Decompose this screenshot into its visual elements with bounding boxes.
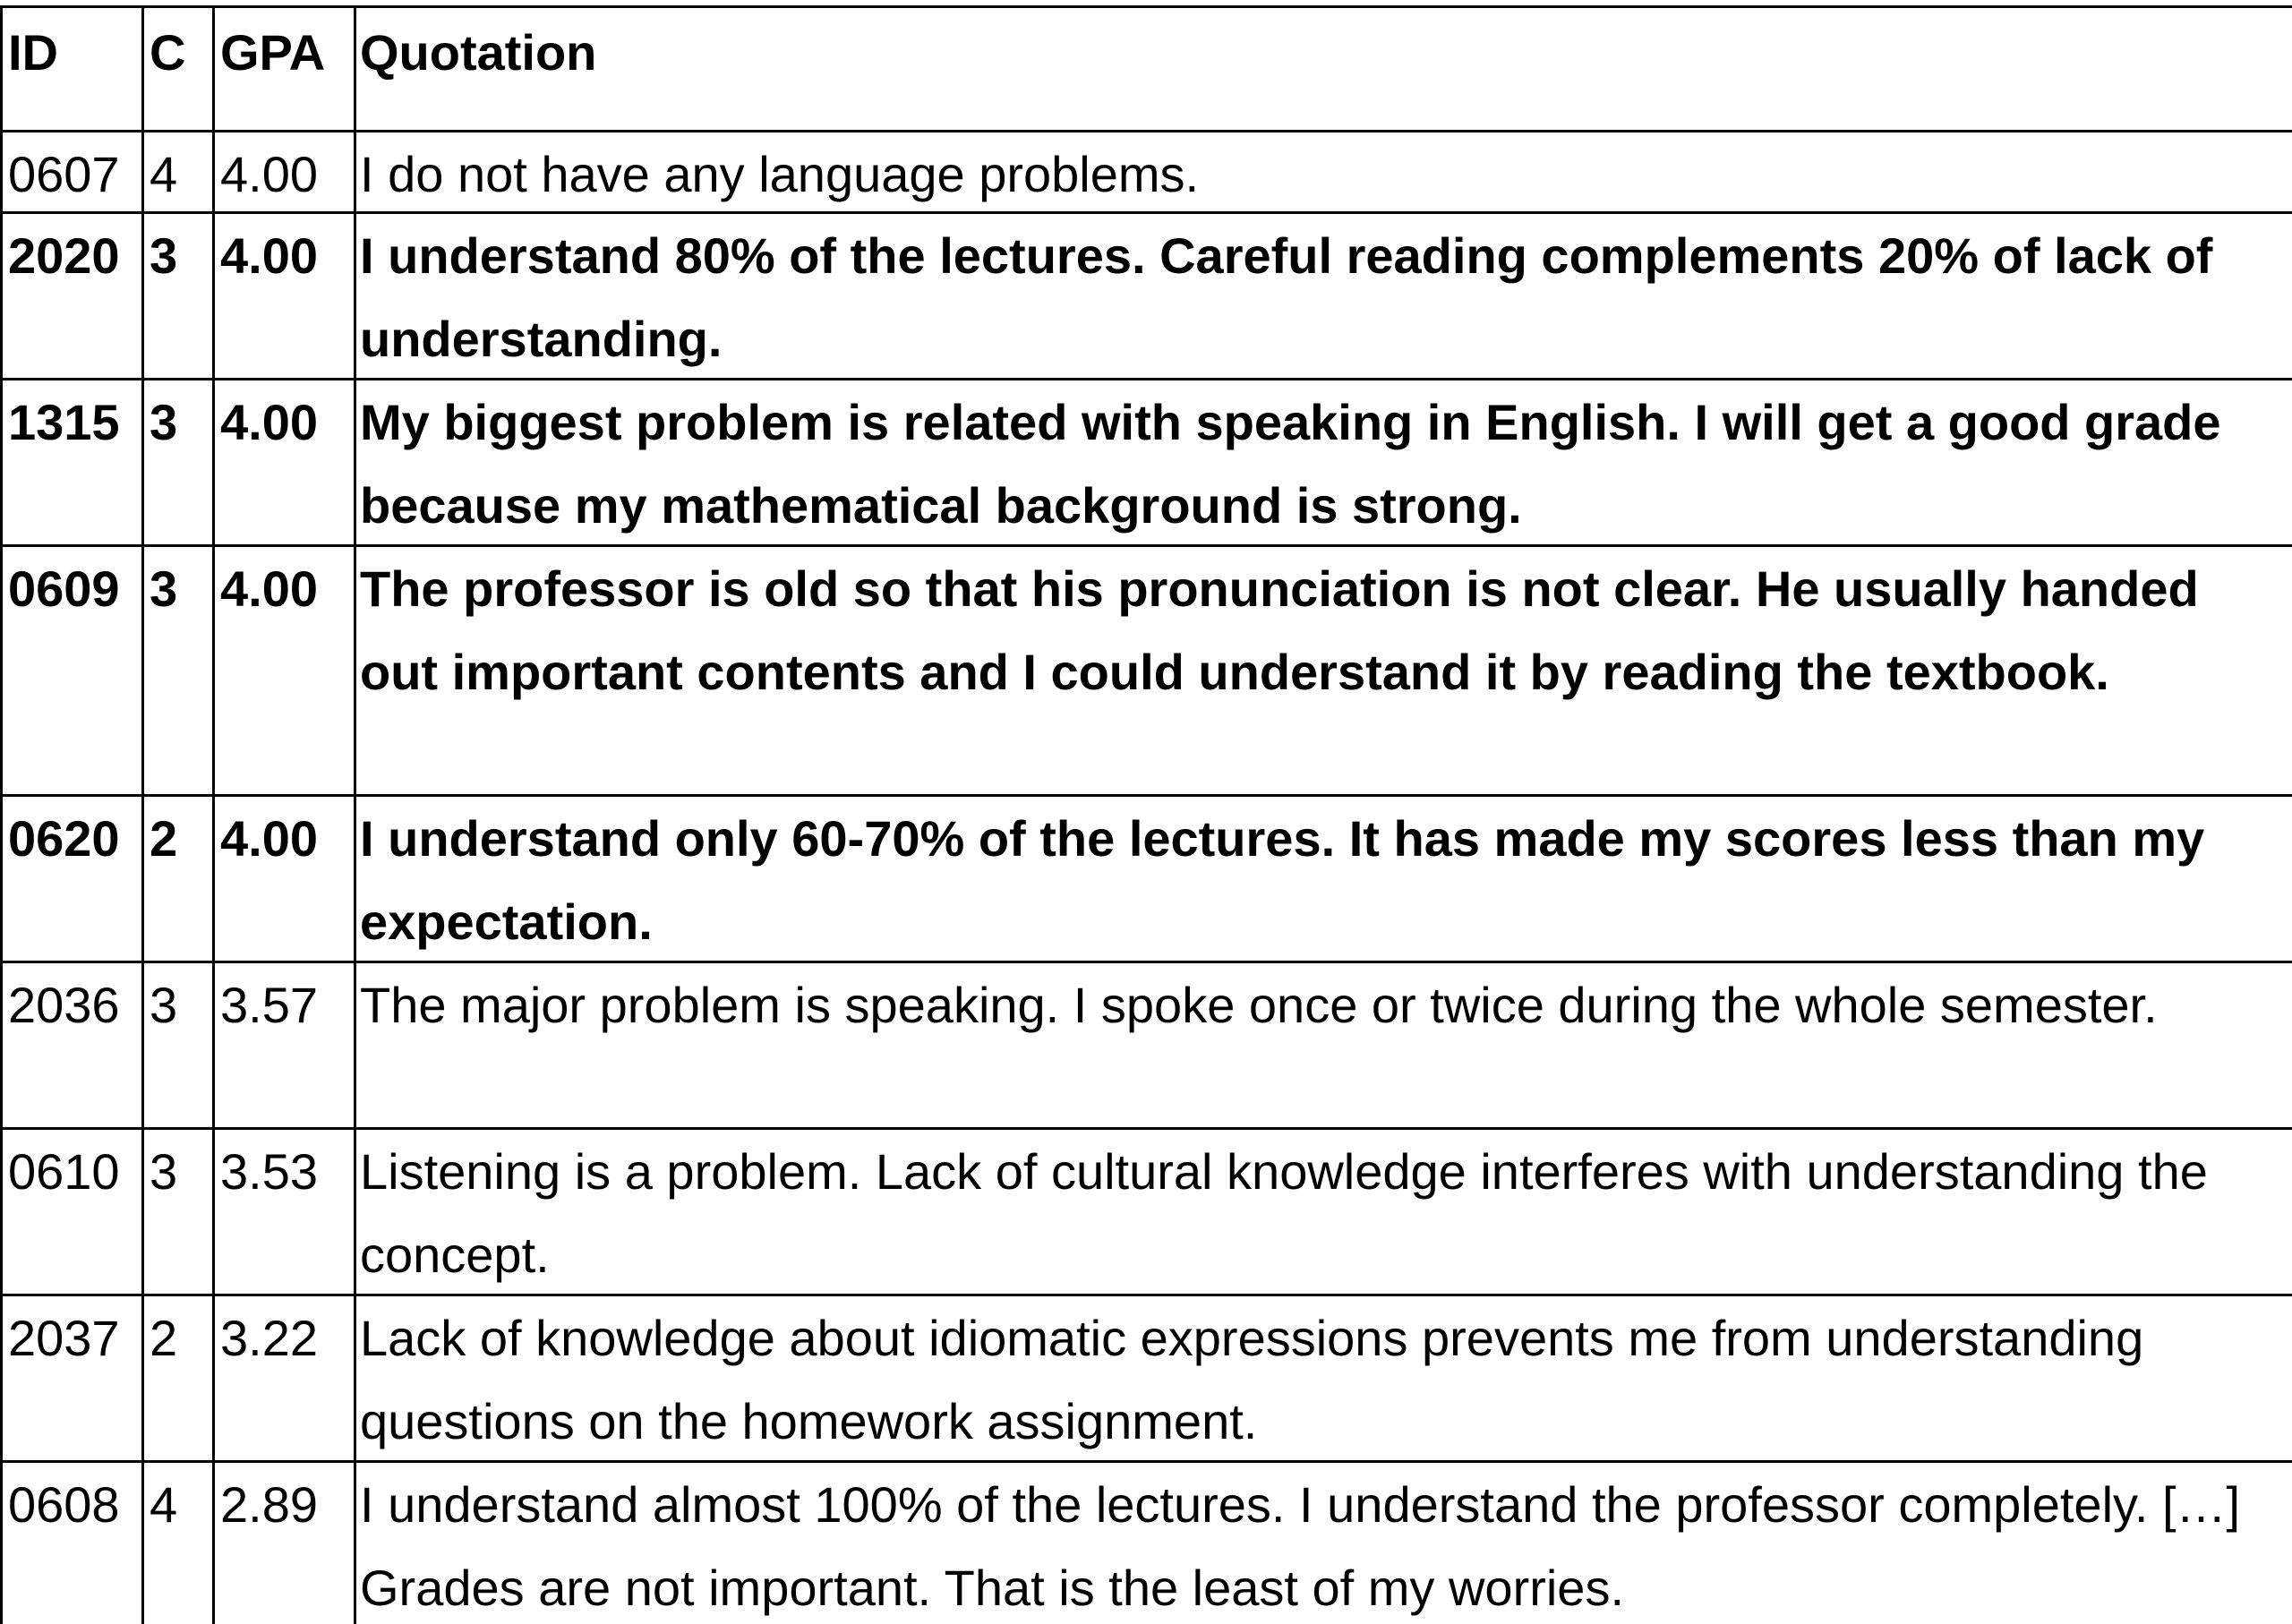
cell-id: 0608	[3, 1463, 144, 1624]
cell-quotation: Listening is a problem. Lack of cultural knowledge interferes with understanding the concept.	[360, 1143, 2208, 1283]
cell-c: 2	[144, 797, 215, 961]
quotation-table	[0, 5, 2292, 1624]
header-c: C	[144, 8, 215, 130]
cell-quotation: The major problem is speaking. I spoke once or twice during the whole semester.	[360, 977, 2158, 1033]
cell-quotation: I do not have any language problems.	[360, 146, 1200, 202]
header-quotation: Quotation	[360, 24, 597, 81]
table-row	[3, 380, 2292, 547]
cell-gpa: 4.00	[215, 132, 356, 211]
cell-id: 0620	[3, 797, 144, 961]
cell-c: 2	[144, 1296, 215, 1460]
cell-id: 2020	[3, 214, 144, 378]
table-row	[3, 1296, 2292, 1463]
table-row	[3, 132, 2292, 214]
cell-gpa: 4.00	[215, 797, 356, 961]
cell-c: 3	[144, 963, 215, 1127]
cell-quotation: I understand only 60-70% of the lectures. It has made my scores less than my expectation.	[360, 810, 2205, 950]
table-row	[3, 1463, 2292, 1624]
cell-id: 0607	[3, 132, 144, 211]
table-row	[3, 797, 2292, 963]
cell-id: 0610	[3, 1130, 144, 1294]
cell-quotation: The professor is old so that his pronunciation is not clear. He usually handed out important contents and I could understand it by reading the textbook.	[360, 560, 2199, 700]
cell-quotation: Lack of knowledge about idiomatic expressions prevents me from understanding questions on the homework assignment.	[360, 1310, 2144, 1449]
cell-gpa: 3.57	[215, 963, 356, 1127]
table-row	[3, 547, 2292, 797]
cell-quotation: I understand 80% of the lectures. Careful reading complements 20% of lack of understanding.	[360, 227, 2213, 367]
header-id: ID	[3, 8, 144, 130]
cell-c: 4	[144, 132, 215, 211]
table-row	[3, 1130, 2292, 1296]
cell-gpa: 4.00	[215, 214, 356, 378]
table-header-row	[3, 8, 2292, 132]
cell-c: 3	[144, 214, 215, 378]
cell-id: 2037	[3, 1296, 144, 1460]
cell-id: 0609	[3, 547, 144, 794]
cell-quotation: I understand almost 100% of the lectures. I understand the professor completely. […] Grades are not important. That is the least of my worries.	[360, 1476, 2241, 1616]
cell-id: 1315	[3, 380, 144, 544]
cell-gpa: 4.00	[215, 380, 356, 544]
cell-c: 3	[144, 1130, 215, 1294]
header-gpa: GPA	[215, 8, 356, 130]
table-row	[3, 963, 2292, 1130]
cell-c: 3	[144, 547, 215, 794]
cell-gpa: 2.89	[215, 1463, 356, 1624]
cell-c: 3	[144, 380, 215, 544]
cell-gpa: 3.22	[215, 1296, 356, 1460]
table-row	[3, 214, 2292, 380]
cell-c: 4	[144, 1463, 215, 1624]
cell-gpa: 3.53	[215, 1130, 356, 1294]
cell-quotation: My biggest problem is related with speaking in English. I will get a good grade because my mathematical background is strong.	[360, 394, 2221, 534]
cell-gpa: 4.00	[215, 547, 356, 794]
cell-id: 2036	[3, 963, 144, 1127]
